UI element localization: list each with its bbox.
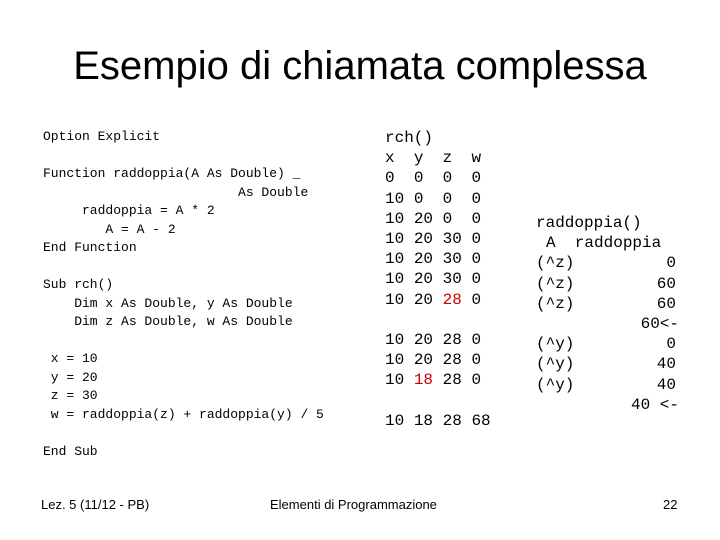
footer-lecture: Lez. 5 (11/12 - PB) [41, 497, 150, 512]
trace-cell: 10 [385, 270, 414, 289]
trace-cell: 20 [413, 229, 443, 248]
code-line: Function raddoppia(A As Double) _ [43, 166, 301, 181]
trace-row [385, 189, 500, 209]
trace-cell: 20 [413, 351, 443, 370]
slide-title: Esempio di chiamata complessa [73, 44, 647, 88]
calls-row-arg: (^z) [536, 274, 575, 293]
code-line: A = A - 2 [43, 221, 176, 237]
code-line: As Double [43, 184, 309, 200]
trace-cell: 28 [442, 351, 472, 370]
trace-cell: 0 [471, 209, 501, 228]
trace-cell: z [442, 149, 472, 168]
trace-row [385, 370, 500, 390]
code-line: raddoppia = A * 2 [43, 203, 215, 218]
code-line: z = 30 [43, 388, 98, 403]
call-trace-table [536, 213, 679, 415]
code-line: y = 20 [43, 369, 98, 385]
trace-cell: 0 [471, 189, 501, 208]
footer-page-number: 22 [663, 497, 678, 512]
calls-row [536, 395, 679, 415]
trace-spacer [385, 390, 500, 410]
trace-cell: 10 [385, 371, 414, 390]
trace-row [385, 168, 500, 188]
trace-cell: 0 [471, 270, 501, 289]
trace-cell: 10 [385, 411, 414, 430]
trace-cell: 30 [442, 229, 472, 248]
calls-row-value: 40 [656, 375, 676, 394]
trace-cell: 0 [413, 169, 443, 188]
trace-row [385, 209, 500, 229]
calls-row [536, 334, 676, 354]
trace-cell: 30 [442, 250, 472, 269]
trace-header-row [385, 148, 500, 168]
calls-row [536, 375, 676, 395]
calls-row-arg: (^z) [536, 254, 575, 273]
trace-cell: 0 [471, 250, 501, 269]
trace-cell: 20 [413, 250, 443, 269]
calls-title: raddoppia() [536, 214, 642, 232]
calls-row [536, 294, 676, 314]
trace-cell: 0 [471, 330, 501, 349]
trace-row [385, 330, 500, 350]
calls-row-arg: (^y) [536, 355, 575, 374]
calls-row-value: 40 <- [630, 395, 679, 414]
trace-cell: 0 [442, 189, 472, 208]
footer-course: Elementi di Programmazione [270, 497, 437, 512]
calls-header: A raddoppia [546, 234, 662, 253]
code-line: Dim x As Double, y As Double [43, 295, 293, 311]
trace-cell: 28 [442, 411, 472, 430]
calls-row [536, 253, 676, 273]
calls-row-value: 0 [666, 335, 676, 354]
code-line: Sub rch() [43, 277, 114, 292]
code-line: w = raddoppia(z) + raddoppia(y) / 5 [43, 406, 324, 422]
trace-row [385, 350, 500, 370]
trace-cell: 0 [471, 290, 501, 309]
trace-row [385, 269, 500, 289]
trace-cell: 68 [471, 411, 501, 430]
code-line: Dim z As Double, w As Double [43, 314, 293, 329]
trace-cell: 10 [385, 229, 414, 248]
trace-cell: 10 [385, 330, 414, 349]
code-line: x = 10 [43, 351, 98, 366]
calls-row-value: 0 [666, 254, 676, 273]
trace-cell: 10 [385, 351, 414, 370]
trace-row [385, 229, 500, 249]
trace-cell: 0 [471, 169, 501, 188]
calls-row [536, 314, 679, 334]
trace-cell: 18 [413, 411, 443, 430]
trace-cell: 10 [385, 189, 414, 208]
trace-cell: 10 [385, 209, 414, 228]
trace-cell: 18 [413, 371, 443, 390]
trace-cell: 20 [413, 270, 443, 289]
trace-cell: 20 [413, 290, 443, 309]
trace-cell: 0 [471, 351, 501, 370]
trace-cell: 0 [442, 209, 472, 228]
trace-cell: x [385, 149, 414, 168]
trace-title: rch() [385, 129, 434, 147]
trace-cell: 20 [413, 209, 443, 228]
trace-cell: y [413, 149, 443, 168]
calls-row-value: 60 [656, 274, 676, 293]
trace-cell: 10 [385, 250, 414, 269]
code-line: End Sub [43, 443, 98, 459]
trace-cell: 0 [385, 169, 414, 188]
calls-row-arg: (^y) [536, 335, 575, 354]
trace-cell: 30 [442, 270, 472, 289]
trace-cell: 0 [442, 169, 472, 188]
code-line: End Function [43, 240, 137, 255]
code-listing [43, 128, 324, 461]
calls-row-arg: (^y) [536, 375, 575, 394]
trace-cell: 0 [471, 229, 501, 248]
code-line: Option Explicit [43, 129, 161, 144]
variable-trace-table [385, 128, 500, 431]
trace-cell: 28 [442, 371, 472, 390]
calls-row-value: 40 [656, 355, 676, 374]
calls-row-value: 60<- [640, 314, 679, 333]
calls-row [536, 354, 676, 374]
trace-cell: 28 [442, 330, 472, 349]
trace-spacer [385, 310, 500, 330]
calls-row-arg: (^z) [536, 294, 575, 313]
calls-row-value: 60 [656, 294, 676, 313]
trace-final-row [385, 411, 500, 431]
trace-cell: 28 [442, 290, 472, 309]
trace-cell: 0 [471, 371, 501, 390]
trace-row [385, 249, 500, 269]
trace-cell: 10 [385, 290, 414, 309]
calls-row [536, 274, 676, 294]
trace-row [385, 290, 500, 310]
trace-cell: 0 [413, 189, 443, 208]
trace-cell: w [471, 149, 501, 168]
trace-cell: 20 [413, 330, 443, 349]
